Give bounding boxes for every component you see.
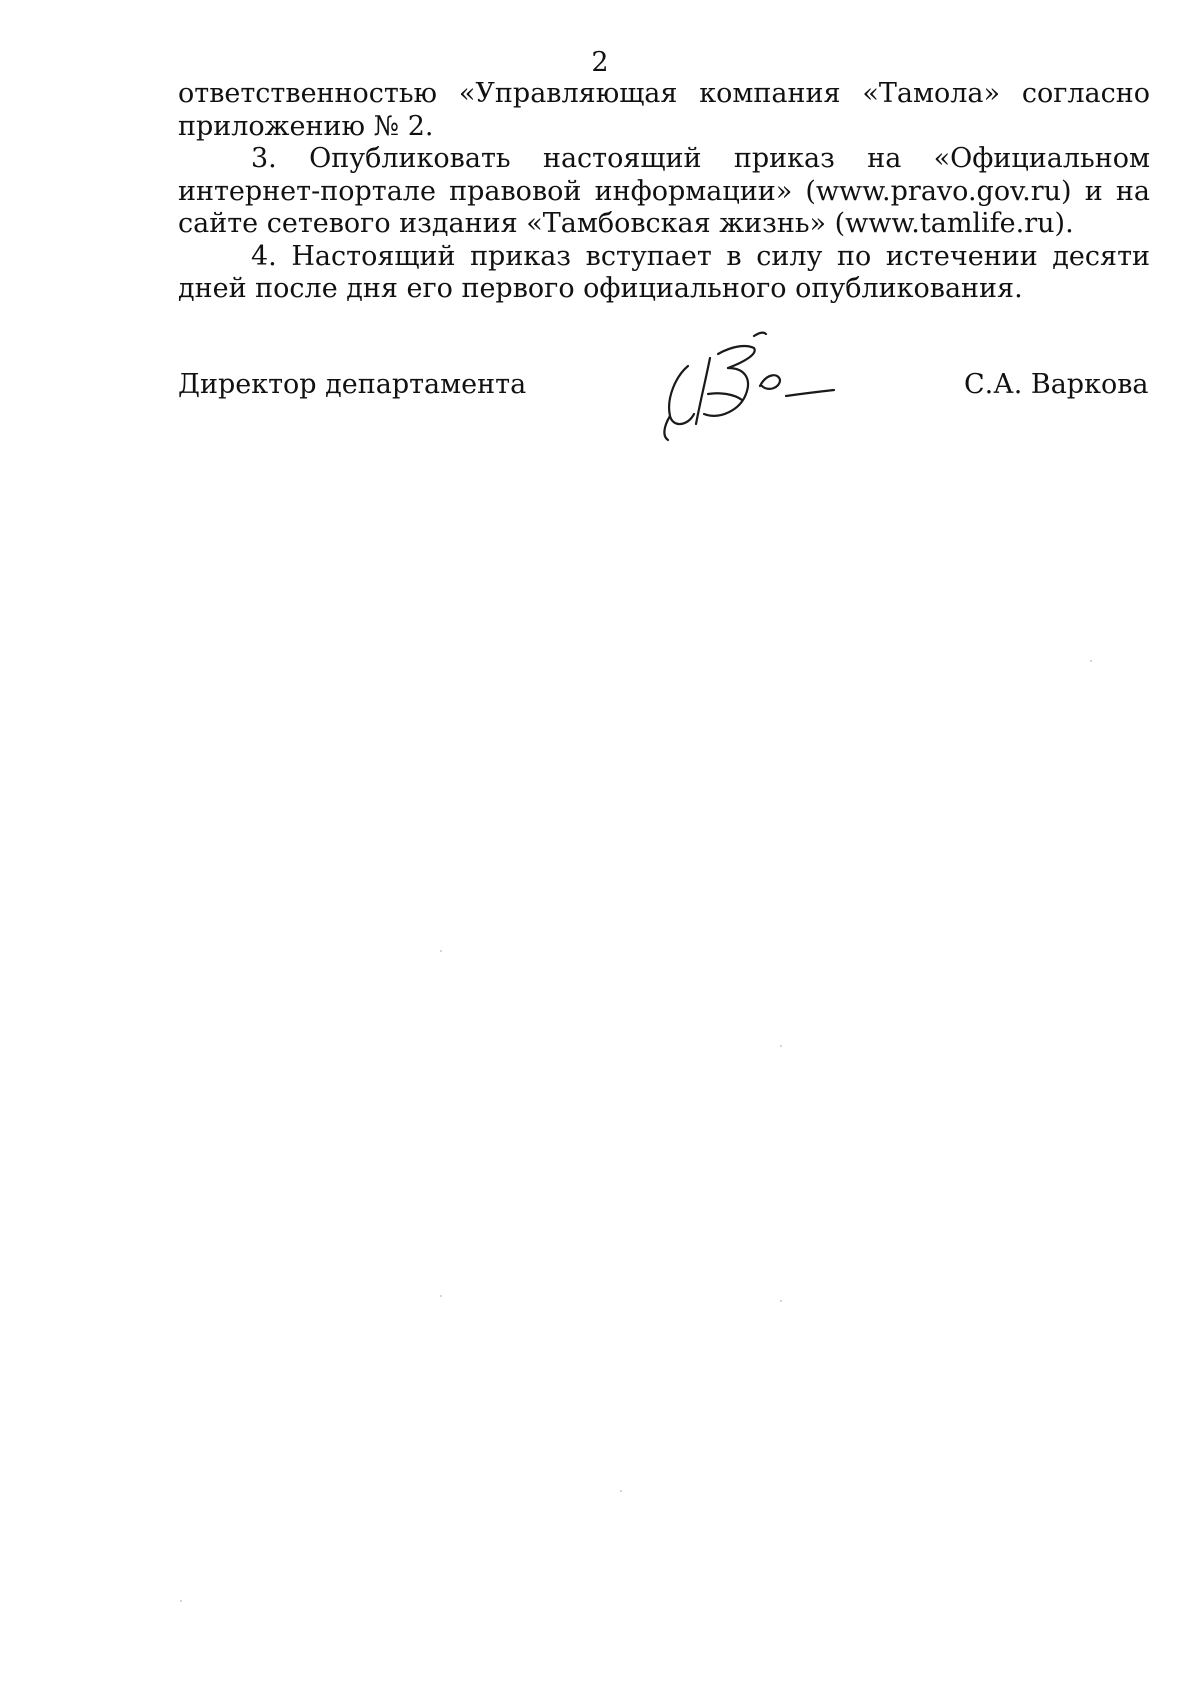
signatory-position: Директор департамента [178, 369, 527, 400]
scan-speck [440, 1295, 442, 1297]
scan-speck [620, 1490, 622, 1492]
paragraph-item-4: 4. Настоящий приказ вступает в силу по истечении десяти дней после дня его первого официального опубликования. [178, 240, 1150, 304]
body-text [178, 78, 1150, 306]
scan-speck [780, 1045, 782, 1047]
signature-block [178, 340, 1178, 450]
signatory-name: С.А. Варкова [964, 369, 1149, 400]
handwritten-signature-icon [648, 328, 848, 448]
scan-speck [180, 1600, 182, 1602]
paragraph-continuation: ответственностью «Управляющая компания «Тамола» согласно приложению № 2. [178, 78, 1150, 142]
page-number: 2 [591, 47, 609, 78]
scan-speck [780, 1300, 782, 1302]
scan-speck [440, 950, 442, 952]
paragraph-item-3: 3. Опубликовать настоящий приказ на «Официальном интернет-портале правовой информации» (www.pravo.gov.ru) и на сайте сетевого издания «Тамбовская жизнь» (www.tamlife.ru). [178, 143, 1150, 239]
scan-speck [1090, 660, 1092, 662]
